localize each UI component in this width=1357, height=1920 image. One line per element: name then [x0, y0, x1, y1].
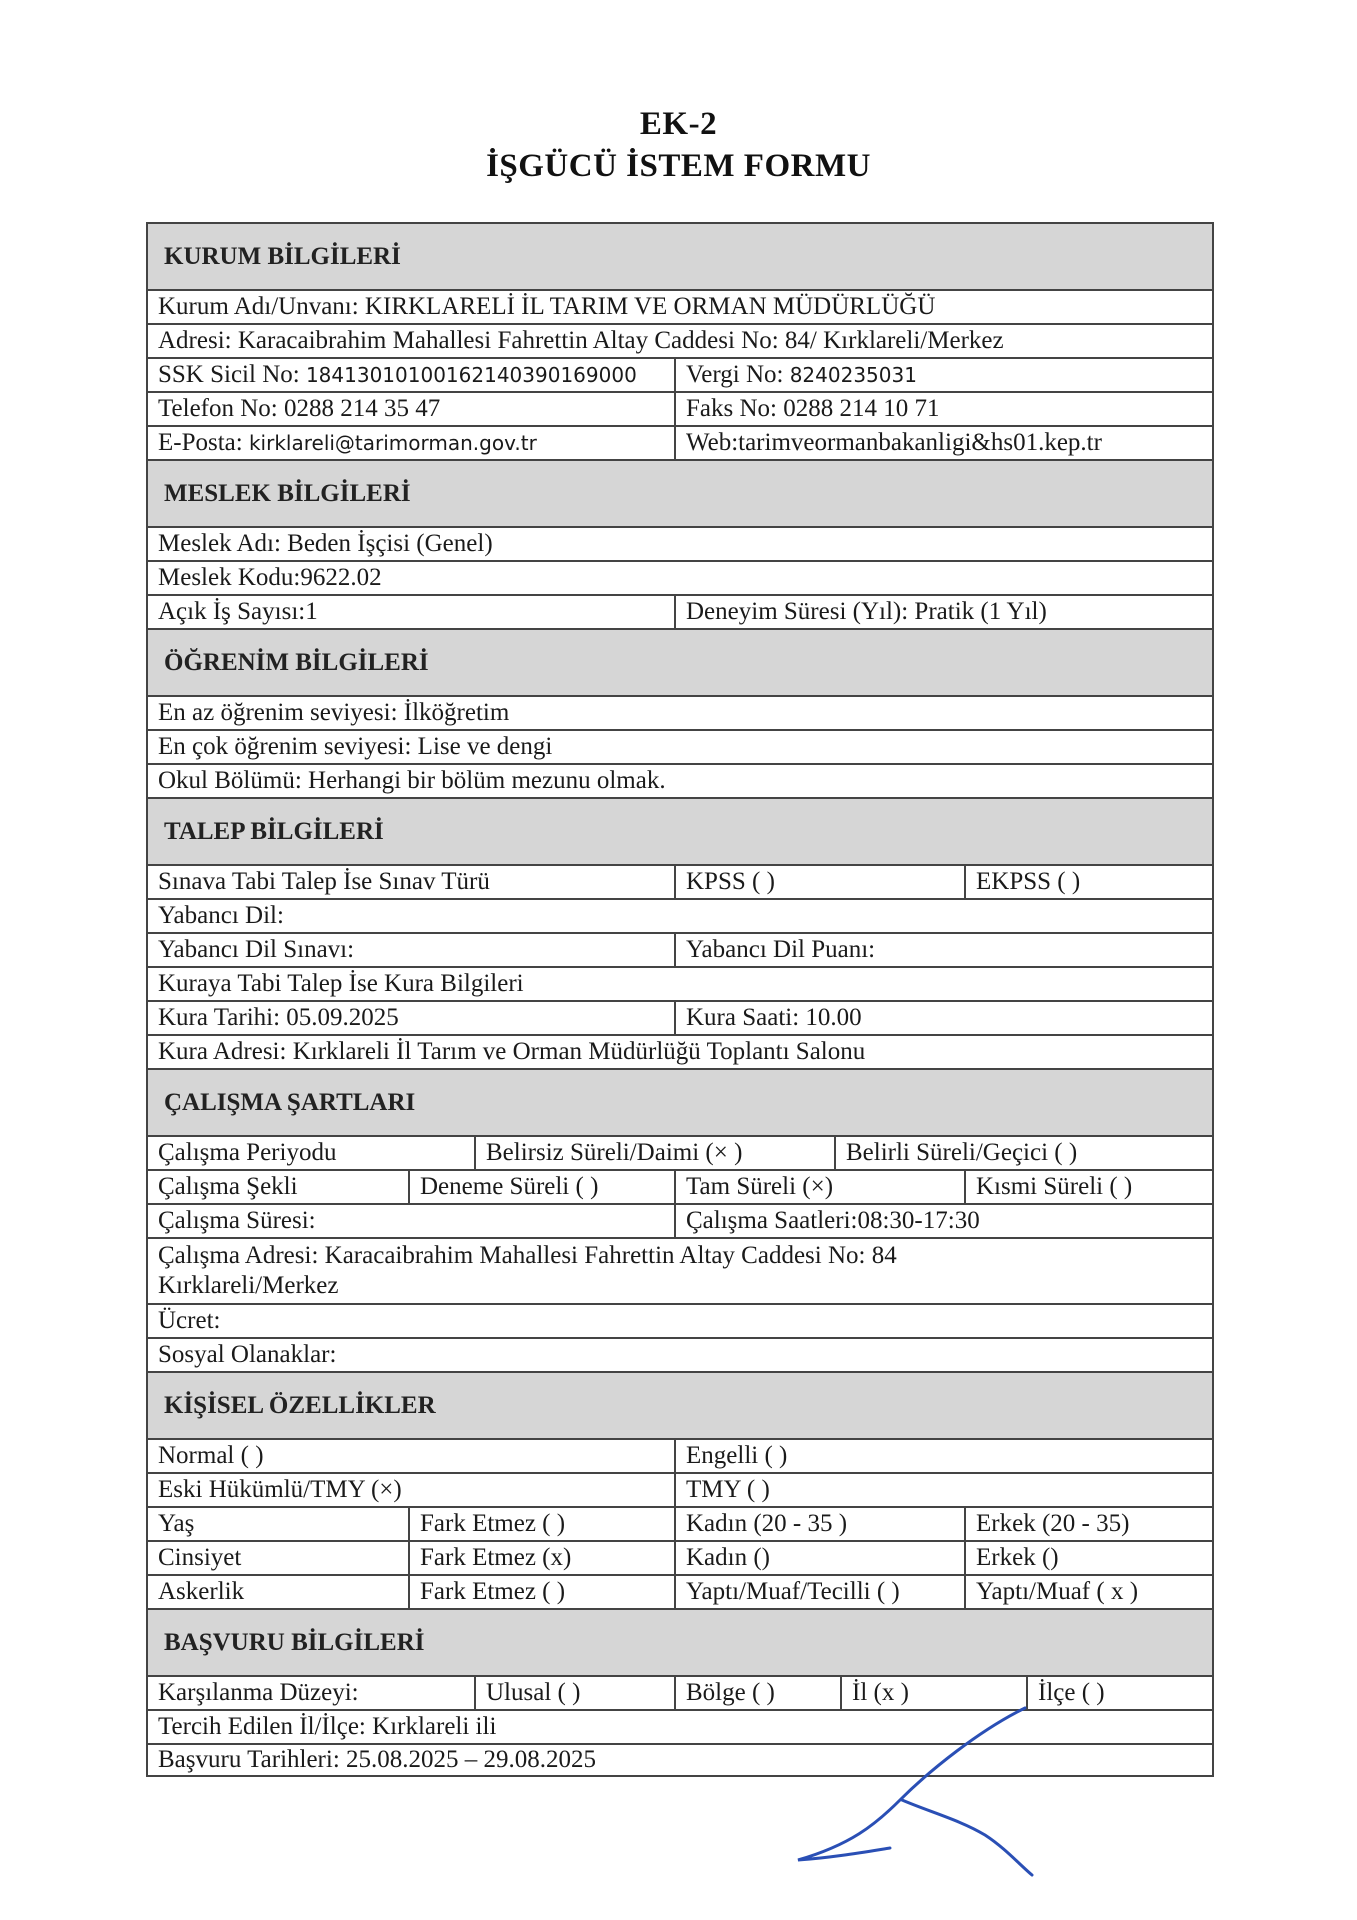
row-telefon-faks — [146, 391, 1214, 425]
cinsiyet-erkek: Erkek () — [964, 1542, 1212, 1574]
basvuru-tarihleri: Başvuru Tarihleri: 25.08.2025 – 29.08.2025 — [158, 1746, 597, 1773]
eposta-value: kirklareli@tarimorman.gov.tr — [248, 431, 537, 455]
kpss-option: KPSS ( ) — [674, 866, 964, 898]
row-yas — [146, 1506, 1214, 1540]
askerlik-tecilli: Yaptı/Muaf/Tecilli ( ) — [674, 1576, 964, 1608]
calisma-periyodu: Çalışma Periyodu — [158, 1139, 337, 1166]
sinav-turu: Sınava Tabi Talep İse Sınav Türü — [158, 868, 490, 895]
row-meslek-adi — [146, 526, 1214, 560]
row-eski-hukumlu-tmy — [146, 1472, 1214, 1506]
tam-sureli-option: Tam Süreli (×) — [674, 1171, 964, 1203]
kura-bilgileri: Kuraya Tabi Talep İse Kura Bilgileri — [158, 970, 524, 997]
ssk-value: 18413010100162140390169000 — [305, 363, 637, 387]
cinsiyet-fark-etmez: Fark Etmez (x) — [408, 1542, 674, 1574]
ssk-label: SSK Sicil No: — [158, 361, 300, 388]
vergi-label: Vergi No: — [686, 361, 784, 388]
row-en-az-ogrenim — [146, 695, 1214, 729]
signature — [780, 1680, 1060, 1880]
section-basvuru-bilgileri: BAŞVURU BİLGİLERİ — [146, 1608, 1214, 1675]
en-cok-ogrenim: En çok öğrenim seviyesi: Lise ve dengi — [158, 733, 553, 760]
calisma-suresi: Çalışma Süresi: — [158, 1207, 316, 1234]
vergi-value: 8240235031 — [789, 363, 917, 387]
row-sinav-turu — [146, 864, 1214, 898]
row-normal-engelli — [146, 1438, 1214, 1472]
yas-fark-etmez: Fark Etmez ( ) — [408, 1508, 674, 1540]
en-az-ogrenim: En az öğrenim seviyesi: İlköğretim — [158, 699, 510, 726]
cinsiyet-label: Cinsiyet — [158, 1544, 242, 1571]
row-acik-is-deneyim — [146, 594, 1214, 628]
okul-bolumu: Okul Bölümü: Herhangi bir bölüm mezunu olmak. — [158, 767, 666, 794]
karsilanma-duzeyi: Karşılanma Düzeyi: — [158, 1679, 359, 1706]
ucret: Ücret: — [158, 1307, 221, 1334]
row-ssk-vergi — [146, 357, 1214, 391]
yas-label: Yaş — [158, 1510, 195, 1537]
calisma-sekli: Çalışma Şekli — [158, 1173, 298, 1200]
faks-no: Faks No: 0288 214 10 71 — [674, 393, 1212, 425]
meslek-adi: Meslek Adı: Beden İşçisi (Genel) — [158, 530, 493, 557]
kurum-adres: Adresi: Karacaibrahim Mahallesi Fahrettin Altay Caddesi No: 84/ Kırklareli/Merkez — [158, 327, 1004, 354]
yabanci-dil-sinavi: Yabancı Dil Sınavı: — [158, 936, 355, 963]
tercih-edilen-il-ilce: Tercih Edilen İl/İlçe: Kırklareli ili — [158, 1713, 497, 1740]
row-eposta-web — [146, 425, 1214, 459]
askerlik-fark-etmez: Fark Etmez ( ) — [408, 1576, 674, 1608]
yas-kadin: Kadın (20 - 35 ) — [674, 1508, 964, 1540]
vergi-no — [674, 359, 1212, 391]
belirsiz-sureli-option: Belirsiz Süreli/Daimi (× ) — [474, 1137, 834, 1169]
belirli-sureli-option: Belirli Süreli/Geçici ( ) — [834, 1137, 1212, 1169]
isgucu-istem-form — [146, 222, 1214, 1777]
normal-option: Normal ( ) — [158, 1442, 264, 1469]
askerlik-label: Askerlik — [158, 1578, 245, 1605]
row-calisma-adresi — [146, 1237, 1214, 1303]
row-ucret — [146, 1303, 1214, 1337]
document-title: İŞGÜCÜ İSTEM FORMU — [486, 148, 871, 184]
section-kurum-bilgileri: KURUM BİLGİLERİ — [146, 222, 1214, 289]
calisma-adresi: Çalışma Adresi: Karacaibrahim Mahallesi Fahrettin Altay Caddesi No: 84 Kırklareli/Merkez — [158, 1242, 897, 1299]
yabanci-dil: Yabancı Dil: — [158, 902, 284, 929]
acik-is-sayisi: Açık İş Sayısı:1 — [158, 598, 318, 625]
calisma-saatleri: Çalışma Saatleri:08:30-17:30 — [674, 1205, 1212, 1237]
row-en-cok-ogrenim — [146, 729, 1214, 763]
e-posta — [148, 427, 674, 459]
deneyim-suresi: Deneyim Süresi (Yıl): Pratik (1 Yıl) — [674, 596, 1212, 628]
telefon-no: Telefon No: 0288 214 35 47 — [158, 395, 441, 422]
kismi-sureli-option: Kısmi Süreli ( ) — [964, 1171, 1212, 1203]
row-kurum-adres — [146, 323, 1214, 357]
row-yabanci-dil — [146, 898, 1214, 932]
row-okul-bolumu — [146, 763, 1214, 797]
row-meslek-kodu — [146, 560, 1214, 594]
cinsiyet-kadin: Kadın () — [674, 1542, 964, 1574]
tmy-option: TMY ( ) — [674, 1474, 1212, 1506]
row-yabanci-dil-sinavi — [146, 932, 1214, 966]
row-kurum-adi — [146, 289, 1214, 323]
section-ogrenim-bilgileri: ÖĞRENİM BİLGİLERİ — [146, 628, 1214, 695]
ilce-option: İlçe ( ) — [1026, 1677, 1212, 1709]
engelli-option: Engelli ( ) — [674, 1440, 1212, 1472]
ekpss-option: EKPSS ( ) — [964, 866, 1212, 898]
row-cinsiyet — [146, 1540, 1214, 1574]
document-code: EK-2 — [639, 106, 718, 142]
kura-tarihi: Kura Tarihi: 05.09.2025 — [158, 1004, 399, 1031]
ulusal-option: Ulusal ( ) — [474, 1677, 674, 1709]
row-askerlik — [146, 1574, 1214, 1608]
row-kura-bilgileri — [146, 966, 1214, 1000]
meslek-kodu: Meslek Kodu:9622.02 — [158, 564, 382, 591]
kurum-adi: Kurum Adı/Unvanı: KIRKLARELİ İL TARIM VE ORMAN MÜDÜRLÜĞÜ — [158, 293, 936, 320]
row-kura-adresi — [146, 1034, 1214, 1068]
sosyal-olanaklar: Sosyal Olanaklar: — [158, 1341, 337, 1368]
yas-erkek: Erkek (20 - 35) — [964, 1508, 1212, 1540]
eski-hukumlu-option: Eski Hükümlü/TMY (×) — [158, 1476, 402, 1503]
kura-saati: Kura Saati: 10.00 — [674, 1002, 1212, 1034]
row-sosyal-olanaklar — [146, 1337, 1214, 1371]
deneme-sureli-option: Deneme Süreli ( ) — [408, 1171, 674, 1203]
web-adresi: Web:tarimveormanbakanligi&hs01.kep.tr — [674, 427, 1212, 459]
section-meslek-bilgileri: MESLEK BİLGİLERİ — [146, 459, 1214, 526]
askerlik-muaf: Yaptı/Muaf ( x ) — [964, 1576, 1212, 1608]
bolge-option: Bölge ( ) — [674, 1677, 840, 1709]
yabanci-dil-puani: Yabancı Dil Puanı: — [674, 934, 1212, 966]
kura-adresi: Kura Adresi: Kırklareli İl Tarım ve Orman Müdürlüğü Toplantı Salonu — [158, 1038, 866, 1065]
section-talep-bilgileri: TALEP BİLGİLERİ — [146, 797, 1214, 864]
ssk-sicil-no — [148, 359, 674, 391]
eposta-label: E-Posta: — [158, 429, 243, 456]
il-option: İl (x ) — [840, 1677, 1026, 1709]
row-calisma-suresi — [146, 1203, 1214, 1237]
row-calisma-sekli — [146, 1169, 1214, 1203]
section-calisma-sartlari: ÇALIŞMA ŞARTLARI — [146, 1068, 1214, 1135]
section-kisisel-ozellikler: KİŞİSEL ÖZELLİKLER — [146, 1371, 1214, 1438]
row-kura-tarih-saat — [146, 1000, 1214, 1034]
row-calisma-periyodu — [146, 1135, 1214, 1169]
